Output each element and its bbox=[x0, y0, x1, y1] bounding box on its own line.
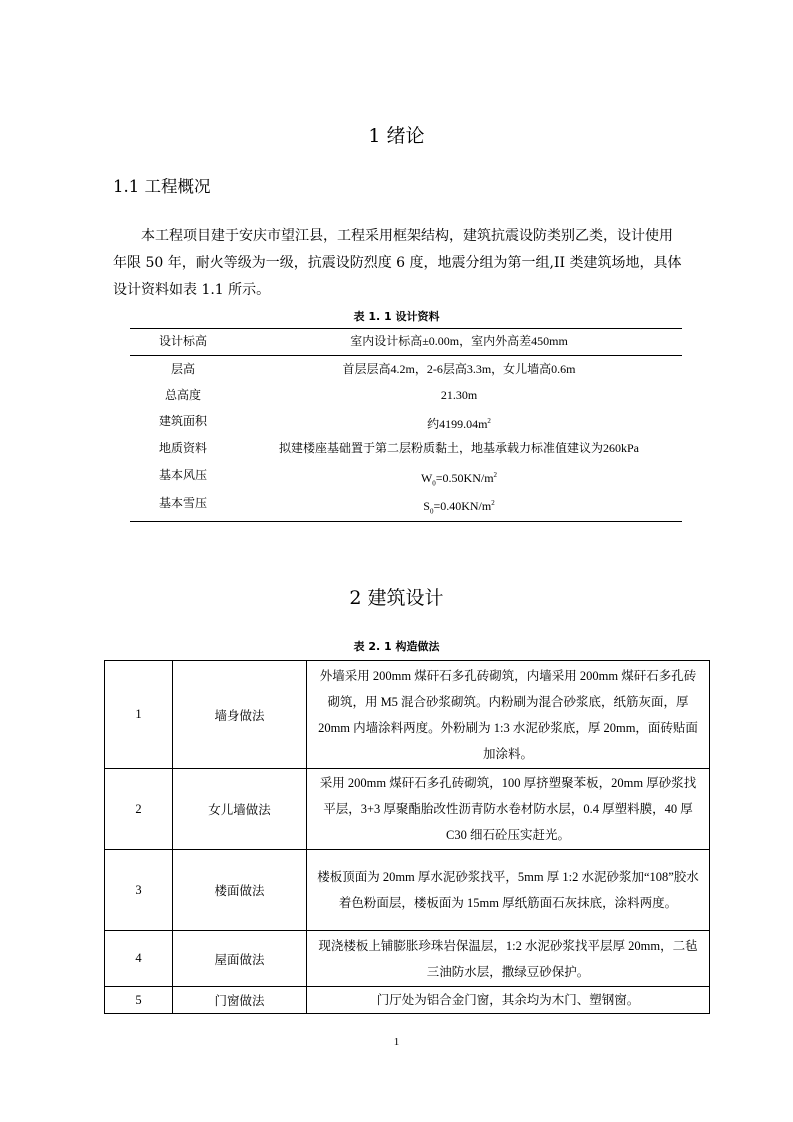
overview-paragraph: 本工程项目建于安庆市望江县，工程采用框架结构，建筑抗震设防类别乙类，设计使用年限 50 年，耐火等级为一级，抗震设防烈度 6 度，地震分组为第一组,II 类建筑场地，具体设计资料如表 1.1 所示。 bbox=[113, 228, 682, 298]
table-row bbox=[105, 987, 710, 1014]
row-value: 约$4199.04m^2$ bbox=[427, 417, 491, 431]
row-number: 1 bbox=[105, 661, 173, 769]
row-number: 5 bbox=[105, 987, 173, 1014]
table-row bbox=[130, 328, 682, 354]
chapter-2-title: 2 建筑设计 bbox=[349, 587, 444, 609]
table-row bbox=[130, 356, 682, 382]
row-key: 基本风压 bbox=[158, 468, 207, 482]
row-item: 屋面做法 bbox=[173, 931, 307, 987]
row-number: 3 bbox=[105, 850, 173, 931]
row-value: $W_0=0.50KN/m^2$ bbox=[420, 471, 498, 488]
table-1-1-caption: 表 1. 1 设计资料 bbox=[353, 310, 440, 323]
table-row bbox=[105, 661, 710, 769]
chapter-1-title: 1 绪论 bbox=[368, 125, 425, 147]
table-row bbox=[130, 490, 682, 516]
construction-table bbox=[104, 660, 710, 1014]
row-value: $S_0=0.40KN/m^2$ bbox=[423, 499, 495, 516]
section-1-1-title: 1.1 工程概况 bbox=[113, 177, 211, 196]
row-description: 采用 200mm 煤矸石多孔砖砌筑，100 厚挤塑聚苯板，20mm 厚砂浆找平层，3+3 厚聚酯胎改性沥青防水卷材防水层，0.4 厚塑料膜，40 厚 C30 细石砼压实赶光。 bbox=[307, 769, 710, 850]
row-item: 楼面做法 bbox=[173, 850, 307, 931]
row-key: 基本雪压 bbox=[158, 496, 207, 510]
row-key: 层高 bbox=[170, 362, 195, 376]
row-item: 门窗做法 bbox=[173, 987, 307, 1014]
row-key: 地质资料 bbox=[158, 441, 207, 455]
table-row bbox=[105, 850, 710, 931]
row-number: 2 bbox=[105, 769, 173, 850]
row-item: 墙身做法 bbox=[173, 661, 307, 769]
row-key: 建筑面积 bbox=[158, 414, 207, 428]
table-row bbox=[105, 931, 710, 987]
row-value: 拟建楼座基础置于第二层粉质黏土，地基承载力标准值建议为260kPa bbox=[278, 441, 639, 455]
row-value: 室内设计标高±0.00m，室内外高差450mm bbox=[350, 334, 568, 348]
row-description: 门厅处为铝合金门窗，其余均为木门、塑钢窗。 bbox=[307, 987, 710, 1014]
row-description: 现浇楼板上铺膨胀珍珠岩保温层，1:2 水泥砂浆找平层厚 20mm，二毡三油防水层，撒绿豆砂保护。 bbox=[307, 931, 710, 987]
row-description: 外墙采用 200mm 煤矸石多孔砖砌筑，内墙采用 200mm 煤矸石多孔砖砌筑，用 M5 混合砂浆砌筑。内粉刷为混合砂浆底，纸筋灰面，厚 20mm 内墙涂料两度。外粉刷为 1:3 水泥砂浆底，厚 20mm，面砖贴面加涂料。 bbox=[307, 661, 710, 769]
table-row bbox=[130, 435, 682, 461]
row-value: 首层层高4.2m，2-6层高3.3m，女儿墙高0.6m bbox=[342, 362, 576, 376]
table-row bbox=[130, 462, 682, 488]
row-description: 楼板顶面为 20mm 厚水泥砂浆找平，5mm 厚 1:2 水泥砂浆加“108”胶水着色粉面层，楼板面为 15mm 厚纸筋面石灰抹底，涂料两度。 bbox=[307, 850, 710, 931]
table-2-1-caption: 表 2. 1 构造做法 bbox=[353, 640, 440, 653]
row-key: 总高度 bbox=[164, 388, 201, 402]
table-row bbox=[130, 382, 682, 408]
row-number: 4 bbox=[105, 931, 173, 987]
table-row bbox=[130, 408, 682, 434]
row-item: 女儿墙做法 bbox=[173, 769, 307, 850]
row-value: 21.30m bbox=[440, 388, 478, 402]
table-row bbox=[105, 769, 710, 850]
table-1-1-bottom-rule bbox=[130, 521, 682, 522]
row-key: 设计标高 bbox=[158, 334, 207, 348]
page-number: 1 bbox=[393, 1036, 400, 1048]
